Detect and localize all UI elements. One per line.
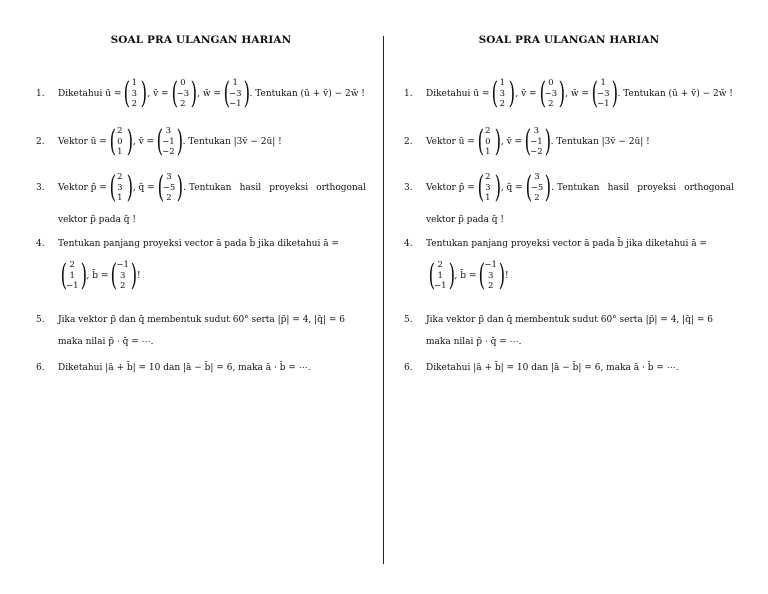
- vector-q: ( 3 −5 2 ): [525, 170, 552, 205]
- question-number: 5.: [404, 315, 413, 325]
- vector-a: ( 2 1 −1 ): [428, 258, 455, 293]
- vector-w: ( 1 −3 −1 ): [591, 76, 618, 111]
- page-title: SOAL PRA ULANGAN HARIAN: [478, 34, 660, 46]
- vector-b: ( −1 3 2 ): [478, 258, 505, 293]
- column-divider: [383, 36, 384, 564]
- vector-v: ( 0 −3 2 ): [171, 76, 198, 111]
- question-text: Vektor p̄ =: [58, 183, 107, 193]
- vector-a: ( 2 1 −1 ): [60, 258, 87, 293]
- question-text-continued: vektor p̄ pada q̄ !: [58, 215, 137, 225]
- question-number: 3.: [36, 183, 45, 193]
- question-number: 3.: [404, 183, 413, 193]
- question-text: Jika vektor p̄ dan q̄ membentuk sudut 60° serta |p̄| = 4, |q̄| = 6: [426, 315, 713, 325]
- vector-p: ( 2 3 1 ): [109, 170, 133, 205]
- question-number: 4.: [36, 239, 45, 249]
- vector-p: ( 2 3 1 ): [477, 170, 501, 205]
- question-number: 2.: [36, 137, 45, 147]
- question-text-continued: maka nilai p̄ · q̄ = ⋯.: [426, 337, 522, 347]
- vector-v: ( 3 −1 −2 ): [156, 124, 183, 159]
- question-number: 4.: [404, 239, 413, 249]
- worksheet-right: SOAL PRA ULANGAN HARIAN 1. Diketahui ū = ( 1 3 2 ) , v̄ = ( 0 −3 2 ) , w̄ = ( 1 −3 −1 ) . Tentukan (ū + v̄) − 2w̄ ! 2. Vektor ū = ( 2 0 1 ) , v̄ = ( 3 −1 −2 ) . Tentukan |3v̄ − 2ū| ! 3. Vektor p̄ = ( 2 3 1 ) , q̄ = ( 3 −5 2 ) . Tentukan hasil proyeksi orthogonal vektor p̄ pada q̄ ! 4. Tentukan panjang proyeksi vector ā pada b̄ jika diketahui ā = ( 2 1 −1 ) , b̄ = ( −1 3 2 ) ! 5. Jika vektor p̄ dan q̄ membentuk sudut 60° serta |p̄| = 4, |q̄| = 6 maka nilai p̄ · q̄ = ⋯. 6. Diketahui |ā + b̄| = 10 dan |ā − b̄| = 6, maka ā · b̄ = ⋯.: [404, 34, 734, 373]
- page-title: SOAL PRA ULANGAN HARIAN: [110, 34, 292, 46]
- question-number: 1.: [36, 89, 45, 99]
- vector-v: ( 0 −3 2 ): [539, 76, 566, 111]
- vector-u: ( 2 0 1 ): [109, 124, 133, 159]
- question-number: 6.: [404, 363, 413, 373]
- question-text: Vektor ū =: [426, 137, 475, 147]
- question-text: Tentukan panjang proyeksi vector ā pada b̄ jika diketahui ā =: [426, 239, 707, 249]
- vector-b: ( −1 3 2 ): [110, 258, 137, 293]
- question-text: Tentukan panjang proyeksi vector ā pada b̄ jika diketahui ā =: [58, 239, 339, 249]
- worksheet-left: SOAL PRA ULANGAN HARIAN 1. Diketahui ū = ( 1 3 2 ) , v̄ = ( 0 −3 2 ) , w̄ = ( 1 −3 −1 ) . Tentukan (ū + v̄) − 2w̄ ! 2. Vektor ū = ( 2 0 1 ) , v̄ = ( 3 −1 −2 ) . Tentukan |3v̄ − 2ū| ! 3. Vektor p̄ = ( 2 3 1 ) , q̄ = ( 3 −5 2 ) . Tentukan hasil proyeksi orthogonal vektor p̄ pada q̄ ! 4. Tentukan panjang proyeksi vector ā pada b̄ jika diketahui ā = ( 2 1 −1 ) , b̄ = ( −1 3 2 ) ! 5. Jika vektor p̄ dan q̄ membentuk sudut 60° serta |p̄| = 4, |q̄| = 6 maka nilai p̄ · q̄ = ⋯. 6. Diketahui |ā + b̄| = 10 dan |ā − b̄| = 6, maka ā · b̄ = ⋯.: [36, 34, 366, 373]
- question-number: 5.: [36, 315, 45, 325]
- vector-u: ( 2 0 1 ): [477, 124, 501, 159]
- question-number: 1.: [404, 89, 413, 99]
- question-text-continued: vektor p̄ pada q̄ !: [426, 215, 505, 225]
- vector-u: ( 1 3 2 ): [491, 76, 516, 111]
- vector-v: ( 3 −1 −2 ): [524, 124, 551, 159]
- question-text: Vektor p̄ =: [426, 183, 475, 193]
- question-text: Diketahui ū =: [58, 89, 122, 99]
- question-text: Jika vektor p̄ dan q̄ membentuk sudut 60° serta |p̄| = 4, |q̄| = 6: [58, 315, 345, 325]
- question-text: Diketahui |ā + b̄| = 10 dan |ā − b̄| = 6, maka ā · b̄ = ⋯.: [426, 363, 679, 373]
- question-text: Diketahui |ā + b̄| = 10 dan |ā − b̄| = 6, maka ā · b̄ = ⋯.: [58, 363, 311, 373]
- vector-w: ( 1 −3 −1 ): [223, 76, 250, 111]
- question-text-continued: maka nilai p̄ · q̄ = ⋯.: [58, 337, 154, 347]
- vector-q: ( 3 −5 2 ): [157, 170, 184, 205]
- vector-u: ( 1 3 2 ): [123, 76, 148, 111]
- question-number: 6.: [36, 363, 45, 373]
- question-number: 2.: [404, 137, 413, 147]
- question-text: Diketahui ū =: [426, 89, 490, 99]
- question-text: Vektor ū =: [58, 137, 107, 147]
